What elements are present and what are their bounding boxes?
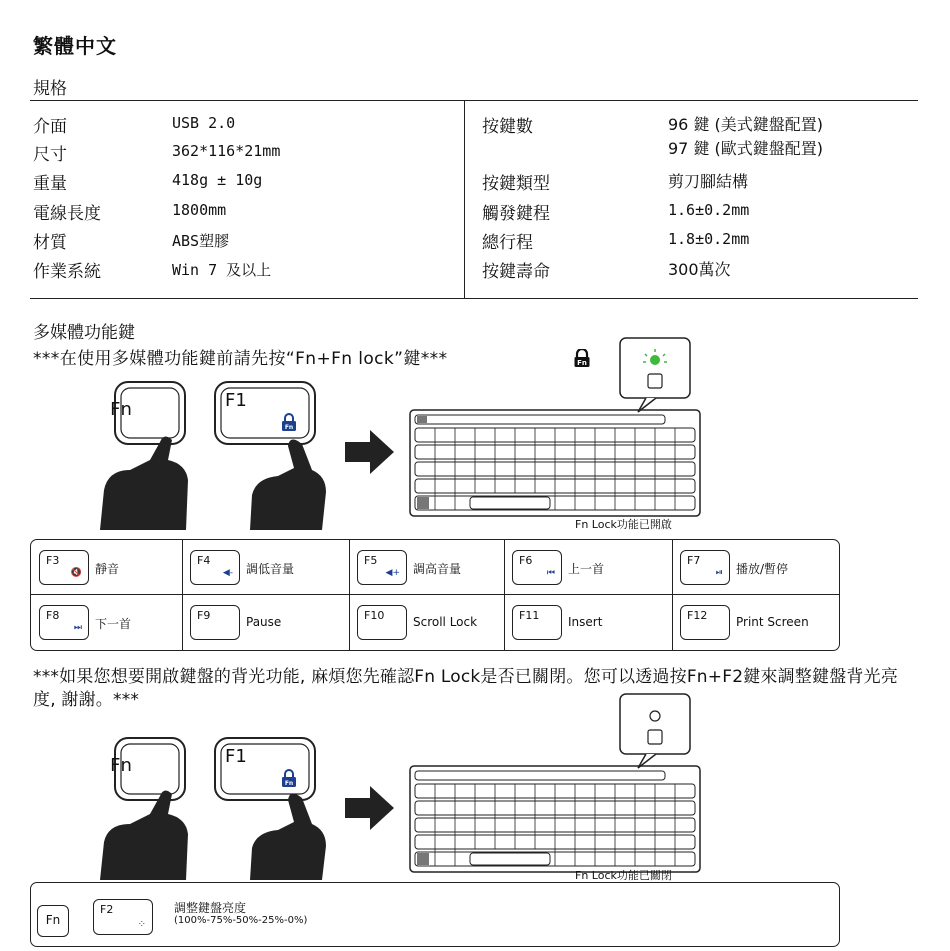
- fkey-cell-f5: [349, 540, 504, 594]
- fkey-cell-f12: [672, 595, 839, 649]
- f1-key-label: F1: [225, 390, 247, 411]
- f3-label: 靜音: [95, 562, 120, 576]
- fn-key-label: Fn: [110, 399, 132, 420]
- led-off-icon: [650, 711, 660, 721]
- svg-text:Fn: Fn: [284, 780, 294, 787]
- mute-icon: 🔇: [70, 568, 82, 578]
- arrow-right-icon-2: [345, 786, 394, 830]
- spec-value-key-count-us: 96 鍵 (美式鍵盤配置): [668, 115, 824, 134]
- backlight-label: 調整鍵盤亮度: [174, 901, 247, 915]
- svg-text:Fn: Fn: [284, 424, 294, 431]
- arrow-right-icon: [345, 430, 394, 474]
- fn-lock-off-diagram: [90, 690, 720, 880]
- f10-label: Scroll Lock: [413, 615, 478, 629]
- multimedia-title: 多媒體功能鍵: [33, 323, 135, 343]
- spec-value-actuation: 1.6±0.2mm: [668, 201, 750, 219]
- spec-value-material: ABS塑膠: [172, 232, 230, 250]
- page-heading: 繁體中文: [33, 34, 117, 58]
- backlight-note: ***如果您想要開啟鍵盤的背光功能, 麻煩您先確認Fn Lock是否已關閉。您可以透過按Fn+F2鍵來調整鍵盤背光亮度, 謝謝。***: [33, 667, 899, 710]
- fn-lock-off-caption: Fn Lock功能已關閉: [575, 869, 672, 882]
- led-indicator-callout-2: [620, 694, 690, 768]
- hand-icon-left-2: [100, 790, 188, 880]
- f11-key: F11: [512, 605, 562, 640]
- f5-label: 調高音量: [413, 562, 462, 576]
- spec-label-lifespan: 按鍵壽命: [482, 262, 550, 282]
- f5-key: F5 ◀+: [357, 550, 407, 585]
- f6-key: F6 ⏮: [512, 550, 562, 585]
- f3-key: F3 🔇: [39, 550, 89, 585]
- f4-label: 調低音量: [246, 562, 295, 576]
- f11-label: Insert: [568, 615, 603, 629]
- spec-value-size: 362*116*21mm: [172, 142, 281, 160]
- f12-label: Print Screen: [736, 615, 809, 629]
- led-indicator-callout: [620, 338, 690, 412]
- next-track-icon: ⏭: [73, 623, 82, 633]
- spec-label-actuation: 觸發鍵程: [482, 204, 550, 224]
- spec-label-key-count: 按鍵數: [482, 117, 533, 137]
- spec-label-size: 尺寸: [33, 145, 67, 165]
- spec-label-interface: 介面: [33, 117, 67, 137]
- volume-up-icon: ◀+: [385, 568, 400, 578]
- f7-key: F7 ⏯: [680, 550, 730, 585]
- spec-label-os: 作業系統: [33, 262, 101, 282]
- spec-label-material: 材質: [33, 233, 67, 253]
- f4-key: F4 ◀-: [190, 550, 240, 585]
- spec-label-travel: 總行程: [482, 233, 533, 253]
- hand-icon-right: [250, 439, 326, 530]
- f9-label: Pause: [246, 615, 282, 629]
- fkey-cell-f9: [182, 595, 349, 649]
- hand-icon-right-2: [250, 793, 326, 880]
- fkey-cell-f3: [31, 540, 182, 594]
- spec-value-key-type: 剪刀腳結構: [668, 172, 749, 191]
- spec-divider: [464, 100, 465, 298]
- f10-key: F10: [357, 605, 407, 640]
- volume-down-icon: ◀-: [222, 568, 233, 578]
- function-key-table: [30, 539, 840, 651]
- keyboard-illustration-2: [410, 766, 700, 872]
- play-pause-icon: ⏯: [715, 568, 723, 578]
- fkey-cell-f6: [504, 540, 672, 594]
- spec-label-weight: 重量: [33, 174, 67, 194]
- f8-label: 下一首: [95, 617, 132, 631]
- spec-value-key-count-eu: 97 鍵 (歐式鍵盤配置): [668, 139, 824, 158]
- f8-key: F8 ⏭: [39, 605, 89, 640]
- f12-key: F12: [680, 605, 730, 640]
- fn-lock-note: ***在使用多媒體功能鍵前請先按“Fn+Fn lock”鍵***: [33, 349, 448, 369]
- f7-label: 播放/暫停: [736, 562, 789, 576]
- backlight-key-box: [30, 882, 840, 947]
- led-on-icon: [650, 355, 660, 365]
- spec-value-weight: 418g ± 10g: [172, 171, 263, 189]
- spec-value-cable-length: 1800mm: [172, 201, 227, 219]
- fkey-cell-f7: [672, 540, 839, 594]
- fkey-cell-f8: [31, 595, 182, 649]
- spec-value-travel: 1.8±0.2mm: [668, 230, 750, 248]
- fn-lock-on-caption: Fn Lock功能已開啟: [575, 518, 672, 531]
- f1-key-label-2: F1: [225, 746, 247, 767]
- backlight-icon: ⁘: [137, 919, 146, 930]
- f9-key: F9: [190, 605, 240, 640]
- hand-icon-left: [100, 436, 188, 530]
- spec-label-cable-length: 電線長度: [33, 204, 101, 224]
- f2-small-key: F2 ⁘: [93, 899, 153, 935]
- spec-label-key-type: 按鍵類型: [482, 174, 550, 194]
- previous-track-icon: ⏮: [546, 568, 555, 578]
- spec-title: 規格: [33, 79, 67, 99]
- fkey-cell-f10: [349, 595, 504, 649]
- fkey-cell-f4: [182, 540, 349, 594]
- fn-lock-on-diagram: [90, 330, 720, 530]
- backlight-levels: (100%-75%-50%-25%-0%): [174, 915, 308, 926]
- spec-value-lifespan: 300萬次: [668, 260, 731, 279]
- svg-text:Fn: Fn: [577, 359, 587, 367]
- keyboard-illustration: [410, 410, 700, 516]
- fn-key-label-2: Fn: [110, 755, 132, 776]
- fkey-cell-f11: [504, 595, 672, 649]
- spec-value-os: Win 7 及以上: [172, 261, 272, 279]
- fn-small-key: Fn: [37, 905, 69, 937]
- spec-value-interface: USB 2.0: [172, 114, 236, 132]
- f6-label: 上一首: [568, 562, 605, 576]
